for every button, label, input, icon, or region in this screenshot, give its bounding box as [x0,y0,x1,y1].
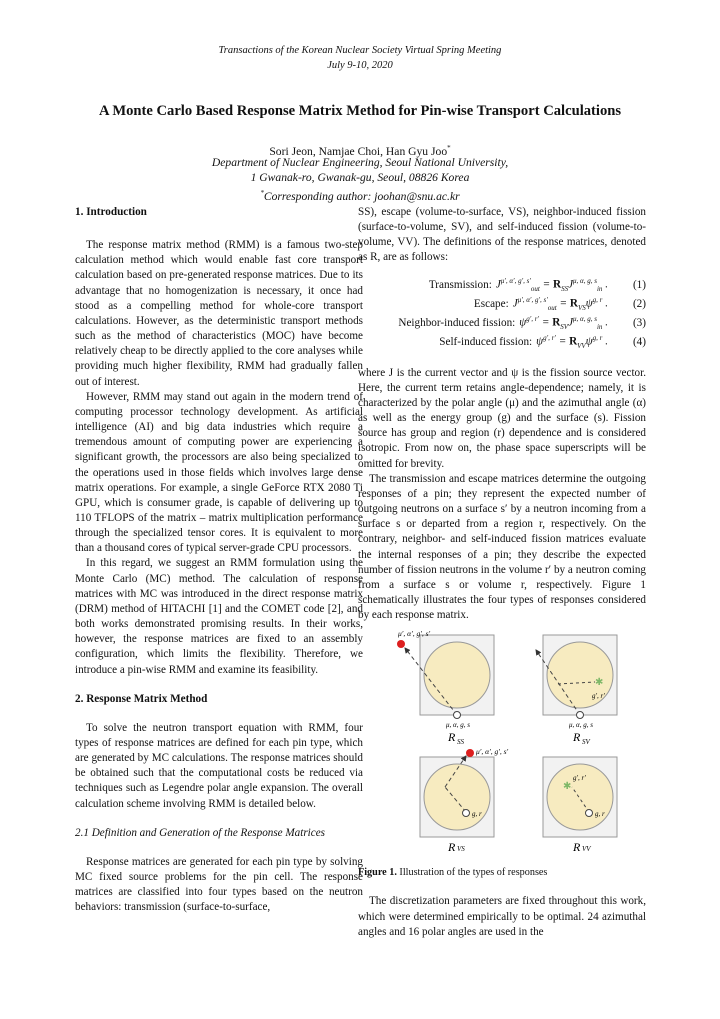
source-neutron-dot [463,810,470,817]
equations [358,276,646,352]
panel-label-vs: VS [457,845,465,852]
panel-label-ss: SS [457,738,464,747]
fission-site-icon: ✱ [563,781,572,793]
caption-text: Illustration of the types of responses [399,867,548,879]
outgoing-label: μ′, α′, g′, s′ [476,747,509,757]
right-column [358,205,646,940]
equation-number: (3) [632,316,646,329]
equation-4 [358,333,646,352]
panel-label-sv: SV [582,738,590,747]
source-label: g, r [595,810,605,819]
source-neutron-dot [586,810,593,817]
corresponding-author: Corresponding author: joohan@snu.ac.kr [263,189,460,203]
intro-paragraph-2: However, RMM may stand out again in the modern trend of computing processor technology development. As artificial intelligence (AI) and big data industries which require a tremendous amount of computing power are experiencing a significant growth, the processors are also being specialized to the operations used in those fields which involves large dense matrix operations. For example, a single GeForce RTX 2080 Ti GPU, which is consumer grade, is capable of delivering up to 110 TFLOPS of the matrix – matrix multiplication performance through the specialized tensor cores. It is equivalent to more than a thousand cores of typical server-grade CPU processors. [75,390,363,555]
right-paragraph-1: SS), escape (volume-to-surface, VS), neighbor-induced fission (surface-to-volume, SV), and self-induced fission (volume-to-volume, VV). The definitions of the response matrices, denoted as R, are as follows: [358,206,646,264]
outgoing-label: μ′, α′, g′, s′ [398,629,431,639]
authors: Sori Jeon, Namjae Choi, Han Gyu Joo [269,144,448,158]
affiliation: Department of Nuclear Engineering, Seoul National University, [211,156,509,169]
equation-label: Neighbor-induced fission: [398,316,516,329]
figure-1-diagram [358,629,646,851]
panel-sv [536,635,617,746]
r-letter: R [448,730,456,745]
incoming-label: μ, α, g, s [569,721,593,730]
pin-circle [424,642,490,708]
subsection-heading: 2.1 Definition and Generation of the Response Matrices [75,826,326,839]
source-label: g, r [472,810,482,819]
panel-vv [543,757,617,851]
panel-ss [397,629,494,746]
equation-math: $\psi^{g', r'} = R_{SV}J^{\mu, \alpha, g, s}_{in}$ . [519,314,608,331]
equation-math: $J^{\mu', \alpha', g', s'}_{out} = R_{SS}J^{\mu, \alpha, g, s}_{in}$ . [495,276,608,293]
intro-heading: 1. Introduction [75,206,147,218]
equation-label: Transmission: [428,278,492,291]
rmm-paragraph-1: To solve the neutron transport equation with RMM, four types of response matrices are defined for each pin type, which are generated by MC calculations. The response matrices should be obtained such that the computational costs be reduced via techniques such as Legendre polar angle expansion. The overall calculation scheme involving RMM is detailed below. [75,721,363,810]
intro-paragraph-1: The response matrix method (RMM) is a famous two-step calculation method which would enable fast core transport calculation based on pre-generated response matrices. Due to its advantage that no homogenization is necessary, it once had stood as a compelling method for whole-core transport calculations. However, as the deterministic transport methods such as the method of characteristics (MOC) have become relatively cheap to be directly applied to the core analyses while providing much higher flexibility, RMM had gradually fallen out of interest. [75,239,363,388]
generation-paragraph: Response matrices are generated for each pin type by solving MC fixed source problems for the pin cell. The response matrices are classified into four types based on the neutron behaviors: transmission (surface-to-surface, [75,855,363,914]
rmm-heading: 2. Response Matrix Method [75,692,208,705]
right-paragraph-4: The discretization parameters are fixed throughout this work, which were determined empirically to be optimal. 24 azimuthal angles and 16 polar angles are used in the [358,895,646,938]
conference-date: July 9-10, 2020 [327,60,393,71]
paper-title: A Monte Carlo Based Response Matrix Method for Pin-wise Transport Calculations [98,103,622,119]
panel-label-vv: VV [582,845,591,852]
intro-paragraph-3: In this regard, we suggest an RMM formulation using the Monte Carlo (MC) method. The calculation of response matrices with MC was introduced in the direct response matrix (DRM) method of HITACHI [1] and the COMET code [2], and both works demonstrated promising results. In their works, however, the response matrices are fixed to an assembly configuration, which limits the flexibility. Therefore, we introduce a pin-wise RMM and examine its feasibility. [75,557,363,676]
equation-label: Self-induced fission: [439,335,533,348]
equation-label: Escape: [473,297,509,310]
region-label: g′, r′ [573,774,586,783]
figure-caption [358,865,646,880]
incoming-neutron-dot [454,712,461,719]
corresponding-line [0,185,720,205]
incoming-label: μ, α, g, s [446,721,470,730]
right-paragraph-2: where J is the current vector and ψ is the fission source vector. Here, the current term retains angle-dependence; namely, it is characterized by the polar angle (μ) and the azimuthal angle (α) as well as the energy group (g) and the surface (s). Fission source has group and region (r) dependence and is considered isotropic. From now on, the phase space superscripts will be omitted for brevity. [358,366,646,470]
fission-site-icon: ✱ [595,677,604,689]
author-asterisk: * [447,144,451,152]
left-column [75,205,363,916]
panel-vs [420,747,509,851]
right-paragraph-3: The transmission and escape matrices determine the outgoing responses of a pin; they represent the expected number of outgoing neutrons on a surface s′ by a neutron incoming from a surface s or departed from a region r, respectively. On the contrary, neighbor- and self-induced fission matrices evaluate the internal responses of a pin; they describe the expected number of fission neutrons in the volume r′ by a neutron coming from a surface s or volume r, respectively. Figure 1 schematically illustrates the four types of responses considered by each response matrix. [358,472,646,622]
equation-number: (1) [632,278,646,291]
outgoing-neutron-dot [466,749,474,757]
equation-math: $J^{\mu', \alpha', g', s'}_{out} = R_{VS}\psi^{g, r}$ . [512,295,608,312]
outgoing-neutron-dot [397,640,405,648]
r-letter: R [573,730,581,745]
address: 1 Gwanak-ro, Gwanak-gu, Seoul, 08826 Korea [250,171,470,184]
r-letter: R [448,840,456,852]
journal-header: Transactions of the Korean Nuclear Society Virtual Spring Meeting [218,45,502,56]
equation-number: (4) [632,335,646,348]
r-letter: R [573,840,581,852]
equation-number: (2) [632,297,646,310]
pin-circle [424,764,490,830]
incoming-neutron-dot [577,712,584,719]
equation-math: $\psi^{g', r'} = R_{VV}\psi^{g, r}$ . [536,333,608,350]
caption-lead: Figure 1. [358,867,397,879]
region-label: g′, r′ [592,692,605,701]
corresponding-asterisk: * [260,189,264,197]
